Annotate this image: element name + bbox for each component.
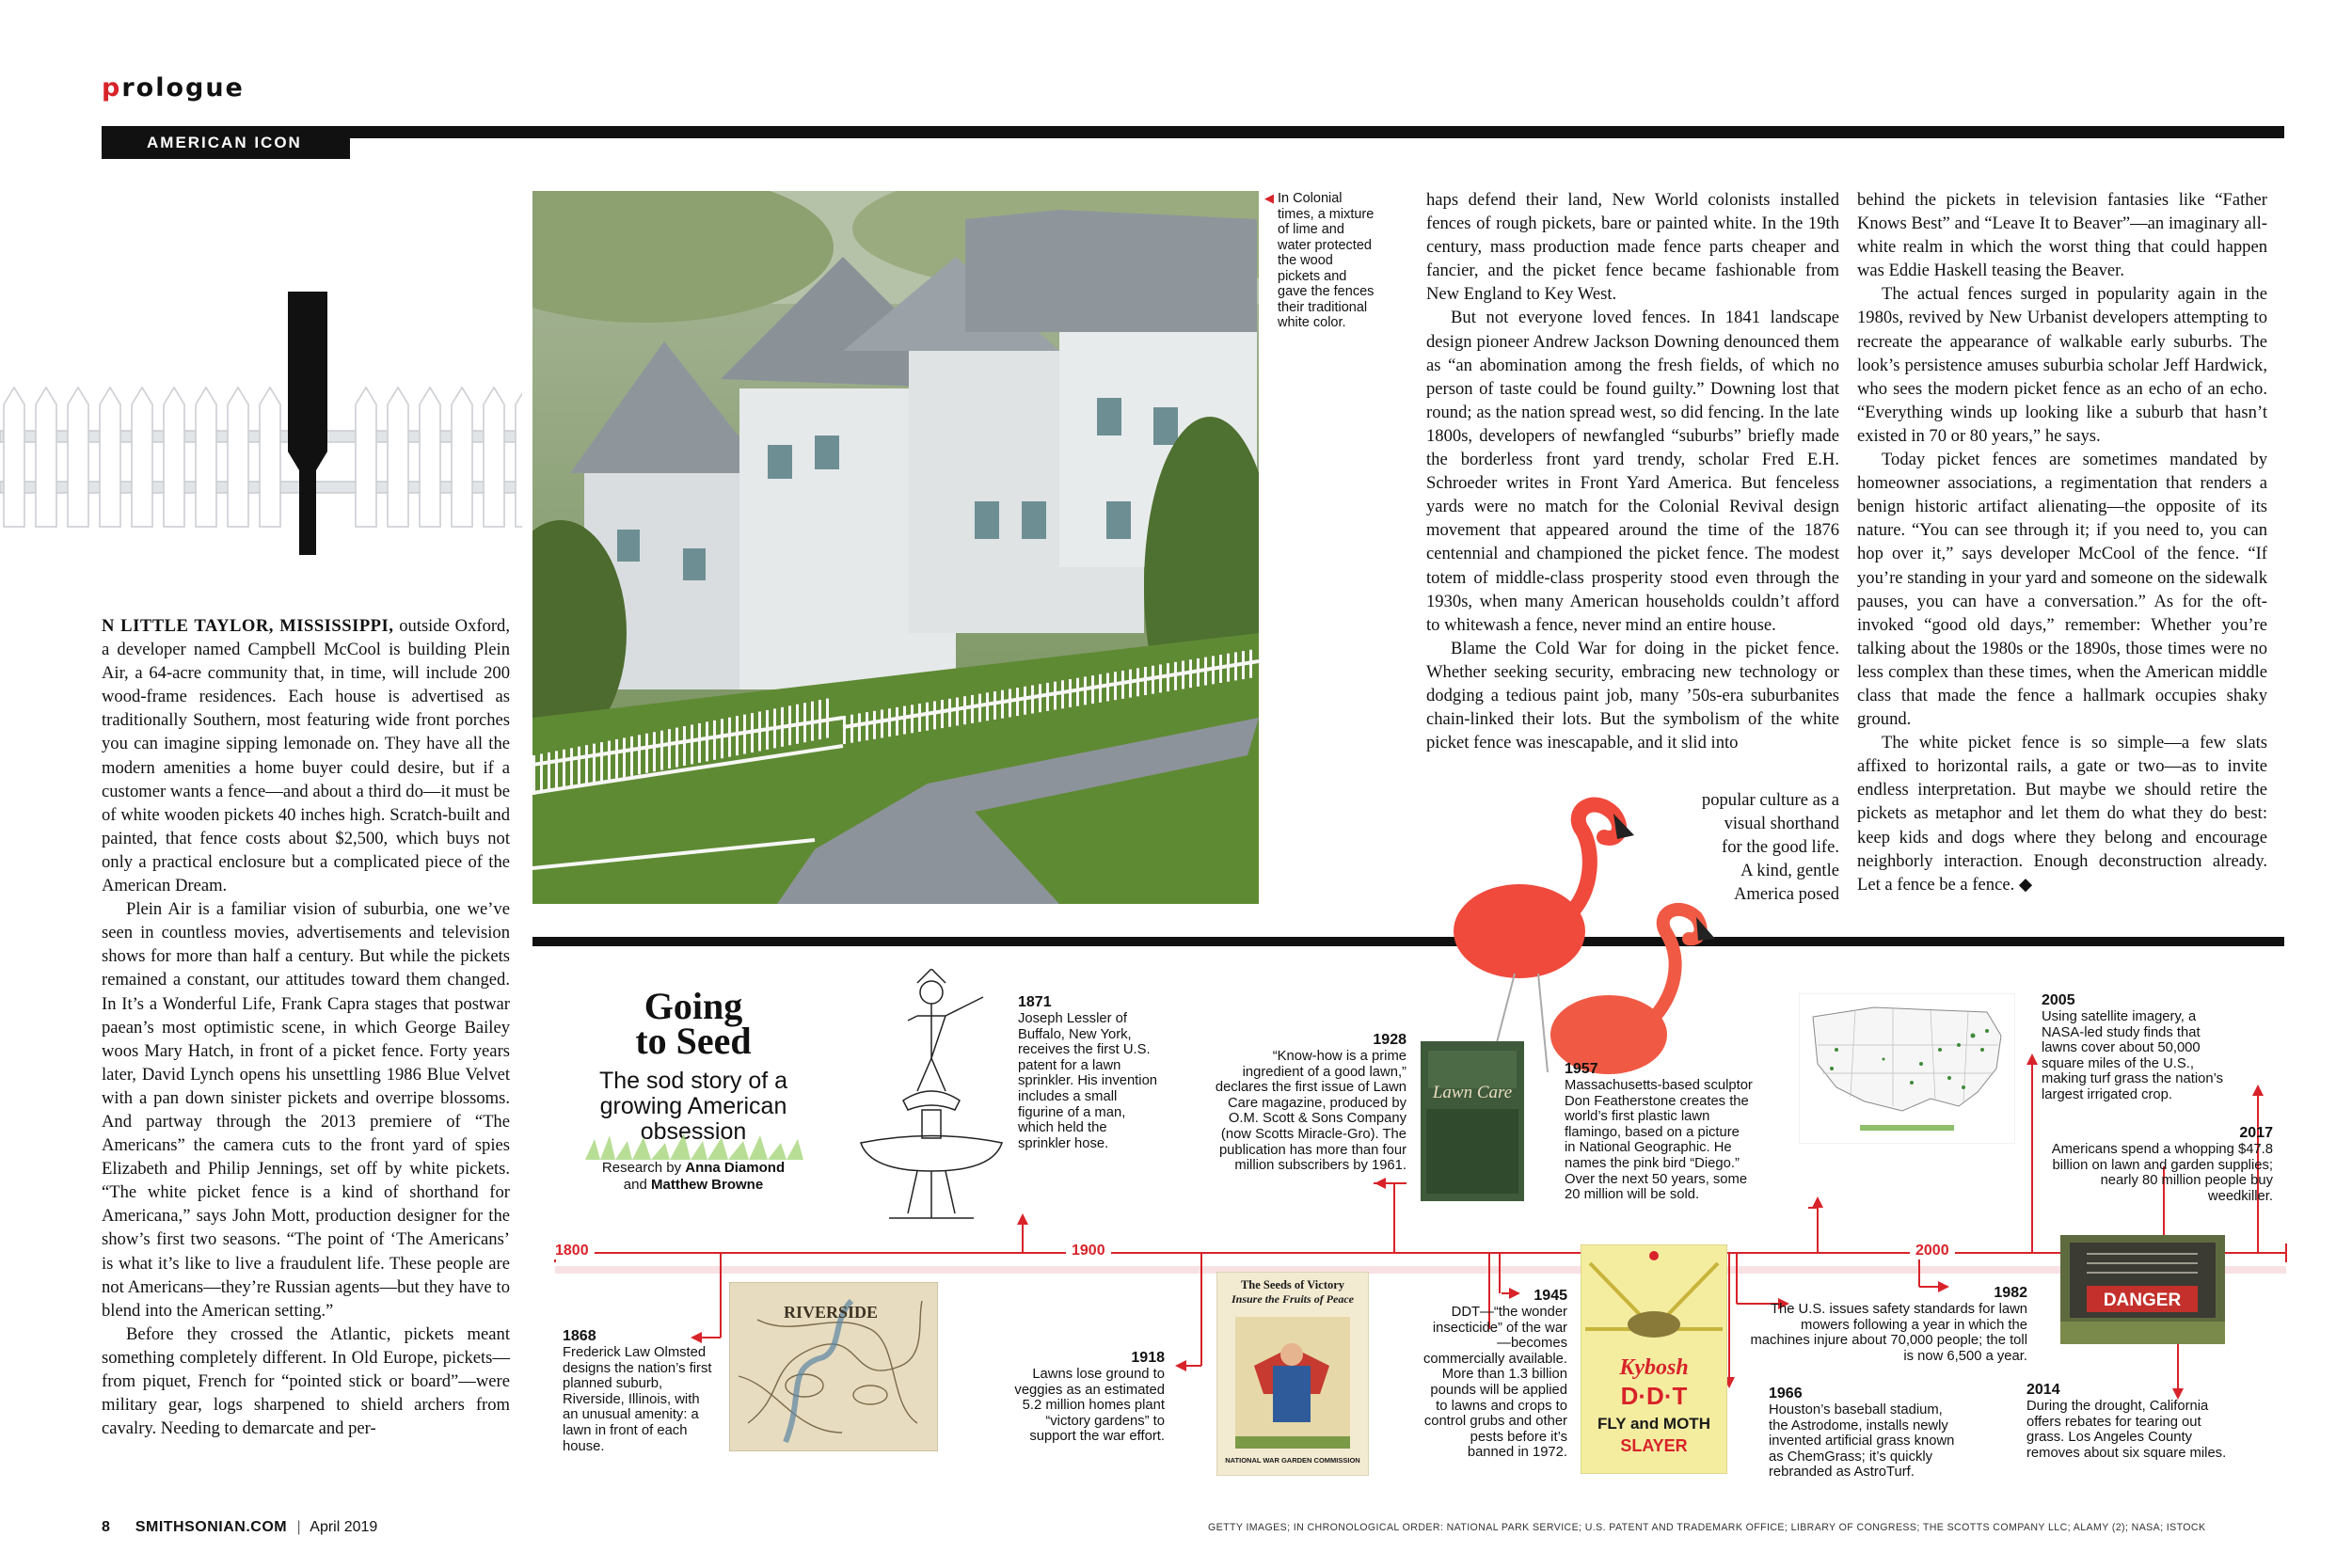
event-2005: [2042, 992, 2226, 1103]
fence-picket: [484, 388, 504, 527]
photo-fence-picket: [766, 710, 769, 750]
photo-fence-picket: [1144, 667, 1147, 695]
photo-fence-picket: [1099, 674, 1102, 703]
event-1957: [1565, 1061, 1753, 1203]
photo-fence-picket: [1242, 651, 1245, 679]
poster-title-line-2: Insure the Fruits of Peace: [1231, 1292, 1355, 1306]
photo-fence-picket: [971, 695, 974, 723]
event-text: The U.S. issues safety standards for lawn mowers following a year in which the machines injure about 70,000 people; the toll is now 6,500 a year.: [1750, 1302, 2027, 1364]
photo-caption-text: In Colonial times, a mixture of lime and water protected the wood pickets and gave the fences their traditional white color.: [1278, 191, 1375, 330]
photo-fence-picket: [728, 718, 731, 757]
lawn-care-magazine-image: [1421, 1041, 1524, 1201]
photo-fence-picket: [751, 713, 754, 752]
photo-fence-picket: [911, 705, 914, 733]
photo-fence-picket: [743, 715, 746, 754]
photo-fence-picket: [941, 700, 944, 728]
section-name: [102, 73, 245, 103]
photo-fence-picket: [1009, 689, 1011, 717]
footer-separator: |: [296, 1519, 301, 1535]
photo-fence-picket: [675, 728, 678, 768]
photo-fence-picket: [903, 706, 906, 735]
paragraph: behind the pickets in television fantasies like “Father Knows Best” and “Leave It to Beaver”—an imaginary all-white realm in which the worst thing that could happen was Eddie Haskell teasing the Beaver.: [1857, 190, 2267, 281]
paragraph: Blame the Cold War for doing in the picket fence. Whether seeking security, embracing new technology or dodging a tedious paint job, many ’50s-era suburbanites chain-linked their lots. But the symbolism of the white picket fence was inescapable, and it slid into: [1426, 638, 1839, 753]
event-year: 1982: [1994, 1285, 2027, 1301]
photo-fence-picket: [1197, 658, 1200, 687]
photo-fence-picket: [638, 735, 641, 774]
credit-conjunction: and: [623, 1177, 651, 1193]
fence-picket: [100, 388, 120, 527]
photo-fence-picket: [993, 691, 996, 720]
fence-picket: [228, 388, 248, 527]
photo-fence-picket: [1227, 654, 1230, 682]
timeline-title-line-1: Going: [644, 985, 743, 1027]
photo-fence-picket: [1069, 679, 1072, 707]
riverside-plan-image: [729, 1282, 938, 1451]
fence-picket: [4, 388, 24, 527]
ddt-brand: Kybosh: [1619, 1355, 1689, 1380]
photo-fence-picket: [1212, 656, 1215, 684]
event-year: 2017: [2239, 1125, 2273, 1141]
event-text: DDT—“the wonder insecticide” of the war—becomes commercially available. More than 1.3 billion pounds will be applied to lawns and crops to control grubs and other pests before it’s banned in 1972.: [1423, 1305, 1567, 1461]
photo-fence-picket: [570, 748, 573, 787]
photo-fence-picket: [645, 734, 648, 773]
photo-fence-picket: [1249, 650, 1252, 678]
article-column-1: [102, 614, 510, 1440]
photo-fence-picket: [1031, 686, 1034, 714]
photo-caption: [1264, 191, 1377, 331]
lawn-care-title: Lawn Care: [1432, 1083, 1513, 1102]
fence-picket: [68, 388, 88, 527]
photo-fence-picket: [1189, 659, 1192, 688]
photo-fence-picket: [1182, 661, 1184, 689]
fence-picket: [356, 388, 376, 527]
timeline-title-line-2: to Seed: [635, 1020, 752, 1062]
paragraph: Today picket fences are sometimes mandated by homeowner associations, a regimentation that renders a benign historic artifact alienating—the opposite of its nature. “You can see through it; if you need to, you can hop over it,” says developer McCool of the fence. “If you’re standing in your yard and someone on the sidewalk pauses, you can have a conversation.” As for the oft-invoked “good old days,” remember: Whether you’re talking about the 1980s or the 1890s, those times were no less complex than these times, when the American middle class that made the fence a hallmark occupies shaky ground.: [1857, 450, 2267, 730]
paragraph: The white picket fence is so simple—a few slats affixed to horizontal rails, a gate or two—as to invite endless interpretation. But maybe we should retire the pickets as metaphor and let them do what they do best: keep kids and dogs where they belong and encourage neighborly interaction. Enough deconstruction already. Let a fence be a fence. ◆: [1857, 733, 2267, 895]
photo-fence-picket: [1084, 676, 1087, 705]
wrap-line: America posed: [1733, 884, 1839, 905]
caption-pointer-icon: ◀: [1264, 191, 1274, 205]
photo-fence-picket: [826, 699, 829, 738]
event-year: 1966: [1769, 1386, 1803, 1402]
photo-fence-picket: [593, 744, 596, 784]
fence-picket: [260, 388, 280, 527]
photo-fence-picket: [653, 732, 656, 771]
event-year: 1928: [1373, 1032, 1406, 1048]
photo-fence-picket: [888, 708, 891, 736]
photo-fence-picket: [1167, 663, 1169, 691]
photo-fence-picket: [555, 751, 558, 790]
photo-credits: GETTY IMAGES; IN CHRONOLOGICAL ORDER: NATIONAL PARK SERVICE; U.S. PATENT AND TRADEMARK OFFICE; LIBRARY OF CONGRESS; THE SCOTTS COMPANY LLC; ALAMY (2); NASA; ISTOCK: [1208, 1522, 2206, 1533]
fence-picket: [164, 388, 184, 527]
event-1918: [1005, 1350, 1165, 1445]
victory-garden-poster-image: [1216, 1272, 1369, 1476]
photo-fence-picket: [866, 712, 868, 740]
fence-picket: [388, 388, 408, 527]
paragraph: outside Oxford, a developer named Campbell McCool is building Plein Air, a 64-acre community that, in time, will include 200 wood-frame residences. Each house is advertised as traditionally Southern, most featuring wide front porches you can imagine sipping lemonade on. They have all the modern amenities a home buyer could desire, but if a customer wants a fence—and about a third do—it must be of white wooden pickets 40 inches high. Scratch-built and painted, that fence costs about $2,500, which buys not only a practical enclosure but a complicated piece of the American Dream.: [102, 616, 511, 896]
photo-fence-picket: [1039, 684, 1041, 712]
photo-fence-picket: [608, 741, 611, 781]
photo-fence-picket: [978, 694, 981, 722]
event-1871: [1018, 994, 1159, 1151]
photo-fence-picket: [615, 739, 618, 779]
paragraph: haps defend their land, New World colonists installed fences of rough pickets, bare or painted white. In the 19th century, mass production made fence parts cheaper and fancier, and the picket fence became fashionable from New England to Key West.: [1426, 190, 1839, 305]
picket-fence-illustration: [0, 282, 522, 564]
houses-photo: [532, 191, 1259, 904]
paragraph: Before they crossed the Atlantic, pickets meant something completely different. In Old Europe, pickets—from piquet, French for “pointed stick or board”—were military gear, logs sharpened to shield archers from cavalry. Needing to demarcate and per-: [102, 1323, 510, 1439]
event-year: 2014: [2026, 1382, 2060, 1398]
photo-fence-picket: [532, 755, 535, 795]
wrap-line: for the good life.: [1722, 837, 1839, 858]
credit-name: Anna Diamond: [685, 1160, 786, 1176]
fence-picket: [420, 388, 440, 527]
event-text: During the drought, California offers rebates for tearing out grass. Los Angeles County removes about six square miles.: [2026, 1399, 2227, 1461]
event-1966: [1769, 1386, 1957, 1481]
photo-fence-picket: [896, 707, 898, 736]
event-text: “Know-how is a prime ingredient of a good lawn,” declares the first issue of Lawn Care magazine, produced by O.M. Scott & Sons Company (now Scotts Miracle-Gro). The publication has more than four million subscribers by 1961.: [1215, 1049, 1406, 1174]
us-lawn-map-image: [1799, 993, 2015, 1144]
event-year: 1918: [1131, 1350, 1165, 1366]
photo-fence-picket: [956, 698, 959, 726]
photo-fence-picket: [698, 723, 701, 763]
photo-fence-picket: [630, 736, 633, 776]
photo-fence-picket: [873, 711, 876, 739]
photo-fence-picket: [683, 726, 686, 766]
axis-label-2000: 2000: [1910, 1243, 1955, 1259]
fence-picket: [516, 388, 522, 527]
photo-fence-picket: [788, 705, 791, 745]
fence-picket: [196, 388, 216, 527]
photo-fence-picket: [1114, 672, 1117, 700]
photo-fence-picket: [1016, 688, 1019, 716]
riverside-title: RIVERSIDE: [784, 1303, 879, 1322]
axis-label-1800: 1800: [549, 1243, 595, 1259]
paragraph: But not everyone loved fences. In 1841 landscape design pioneer Andrew Jackson Downing denounced them as “an abomination among the fresh fields, of which no person of taste could be found guilty.” Downing lost that round; as the nation spread west, so did fencing. In the late 1800s, developers of newfangled “suburbs” briefly made the borderless front yard trendy, scholar Fred E.H. Schroeder writes in Front Yard America. But fenceless yards were no match for the Colonial Revival design movement that appeared around the time of the 1876 centennial and championed the picket fence. The modest totem of middle-class prosperity stood even through the 1930s, when many American households couldn’t afford to whitewash a fence, never mind an entire house.: [1426, 308, 1839, 635]
photo-fence-picket: [843, 716, 846, 744]
photo-fence-picket: [818, 700, 821, 739]
photo-fence-picket: [600, 742, 603, 782]
photo-fence-picket: [1121, 671, 1124, 699]
timeline-top-rule: [532, 937, 2284, 946]
issue-date: April 2019: [310, 1519, 378, 1535]
wrap-line: visual shorthand: [1724, 814, 1839, 834]
photo-fence-picket: [803, 703, 806, 742]
photo-fence-picket: [781, 707, 784, 747]
photo-fence-picket: [933, 701, 936, 729]
photo-fence-picket: [1129, 670, 1132, 698]
photo-fence-picket: [986, 692, 989, 721]
credit-name: Matthew Browne: [651, 1177, 764, 1193]
paragraph: Plein Air is a familiar vision of suburbia, one we’ve seen in countless movies, advertisements and television shows for more than half a century. But while the pickets remained a constant, our attitudes toward them changed. In It’s a Wonderful Life, Frank Capra stages that postwar paean’s most optimistic scene, in which George Bailey woos Mary Hatch, in front of a picket fence. Forty years later, David Lynch opens his unsettling 1986 Blue Velvet with a pan down sinister pickets and overripe blossoms. And partway through the 2013 premiere of “The Americans” the camera cuts to the front yard of spies Elizabeth and Philip Jennings, set off by white pickets. “The white picket fence is a kind of shorthand for Americana,” says John Mott, production designer for the show’s first two seasons. “The point of ‘The Americans’ is what it’s like to live a fraudulent life. These people are not Americans—they’re Russian agents—but they have to blend into the American setting.”: [102, 899, 510, 1321]
photo-fence-picket: [918, 704, 921, 732]
photo-fence-picket: [963, 696, 966, 724]
sprinkler-patent-drawing: [851, 969, 1011, 1223]
photo-fence-picket: [623, 737, 626, 777]
event-text: Using satellite imagery, a NASA-led study finds that lawns cover about 50,000 square miles of the U.S., making turf grass the nation’s largest irrigated crop.: [2042, 1009, 2224, 1102]
photo-fence-picket: [1174, 662, 1177, 690]
event-text: Massachusetts-based sculptor Don Featherstone creates the world’s first plastic lawn flamingo, based on a picture in National Geographic. He names the pink bird “Diego.” Over the next 50 years, some 20 million will be sold.: [1565, 1078, 1753, 1203]
event-year: 2005: [2042, 992, 2075, 1008]
ddt-line-1: D·D·T: [1620, 1382, 1688, 1410]
fence-picket: [452, 388, 472, 527]
event-1945: [1422, 1288, 1567, 1461]
photo-fence-picket: [736, 716, 739, 755]
danger-sign-text: DANGER: [2103, 1291, 2182, 1310]
wrap-line: A kind, gentle: [1740, 861, 1839, 881]
photo-fence-picket: [1061, 680, 1064, 708]
timeline-subtitle: The sod story of a growing American obsession: [598, 1068, 788, 1145]
photo-fence-picket: [1136, 668, 1139, 696]
lead-in: N LITTLE TAYLOR, MISSISSIPPI,: [102, 616, 394, 636]
photo-fence-picket: [1024, 687, 1026, 715]
photo-fence-picket: [578, 747, 580, 786]
danger-sign-photo: [2060, 1235, 2225, 1344]
photo-fence-picket: [1054, 682, 1057, 710]
photo-fence-picket: [540, 753, 543, 793]
photo-fence-picket: [1001, 690, 1004, 719]
photo-fence-picket: [948, 699, 951, 727]
photo-fence-picket: [721, 719, 723, 758]
event-year: 1945: [1534, 1288, 1567, 1304]
photo-fence-picket: [850, 715, 853, 743]
credit-prefix: Research by: [601, 1160, 686, 1176]
article-column-3: [1426, 188, 1839, 754]
photo-fence-picket: [1219, 655, 1222, 683]
photo-fence-picket: [548, 752, 550, 792]
photo-fence-picket: [1091, 675, 1094, 704]
article-column-4: [1857, 188, 2267, 896]
site-name: SMITHSONIAN.COM: [135, 1519, 288, 1535]
photo-fence-picket: [668, 729, 671, 768]
drop-cap-picket-icon: [288, 292, 327, 555]
photo-fence-picket: [563, 750, 565, 789]
photo-fence-picket: [1159, 664, 1162, 692]
photo-fence-picket: [1152, 666, 1154, 694]
poster-title-line-1: The Seeds of Victory: [1240, 1278, 1345, 1291]
photo-fence-picket: [758, 712, 761, 752]
ddt-line-2: FLY and MOTH: [1597, 1415, 1710, 1433]
photo-fence-picket: [1106, 673, 1109, 702]
event-text: Americans spend a whopping $47.8 billion on lawn and garden supplies; nearly 80 million people buy weedkiller.: [2051, 1142, 2273, 1204]
event-1982: [1745, 1285, 2027, 1364]
photo-fence-picket: [660, 731, 663, 770]
page-number: 8: [102, 1519, 110, 1535]
photo-fence-picket: [881, 710, 883, 738]
department-tab: AMERICAN ICON: [102, 126, 350, 159]
event-text: Lawns lose ground to veggies as an estimated 5.2 million homes plant “victory gardens” to support the war effort.: [1014, 1367, 1165, 1445]
paragraph: The actual fences surged in popularity again in the 1980s, revived by New Urbanist developers attempting to recreate the appearance of walkable early suburbs. The look’s persistence amuses suburbia scholar Jeff Hardwick, who sees the modern picket fence as an echo of an echo. “Everything winds up looking like a suburb that hasn’t existed in 70 or 80 years,” he says.: [1857, 284, 2267, 446]
photo-fence-picket: [1234, 652, 1237, 680]
photo-fence-picket: [796, 705, 799, 744]
event-2014: [2026, 1382, 2230, 1461]
wrap-line: popular culture as a: [1701, 790, 1839, 810]
photo-fence-picket: [706, 721, 708, 761]
photo-fence-picket: [773, 708, 776, 748]
top-rule: [102, 126, 2284, 138]
fence-picket: [36, 388, 56, 527]
event-year: 1871: [1018, 994, 1052, 1010]
event-1868: [563, 1328, 713, 1454]
event-text: Houston’s baseball stadium, the Astrodome, installs newly invented artificial grass known as ChemGrass; it’s quickly rebranded as AstroTurf.: [1769, 1402, 1955, 1481]
fence-picket: [132, 388, 152, 527]
event-1928: [1209, 1032, 1406, 1174]
ddt-line-3: SLAYER: [1620, 1436, 1688, 1455]
photo-fence-picket: [858, 713, 861, 741]
photo-fence-picket: [713, 721, 716, 760]
event-year: 1957: [1565, 1061, 1598, 1077]
photo-fence-picket: [1076, 678, 1079, 706]
photo-fence-picket: [1204, 657, 1207, 686]
photo-fence-picket: [1046, 683, 1049, 711]
photo-fence-picket: [926, 703, 929, 731]
section-name-rest: rologue: [121, 73, 245, 103]
event-text: Joseph Lessler of Buffalo, New York, receives the first U.S. patent for a lawn sprinkler. His invention includes a small figurine of a man, which held the sprinkler hose.: [1018, 1011, 1158, 1151]
ddt-label-image: [1581, 1244, 1727, 1474]
photo-fence-picket: [691, 724, 693, 764]
event-year: 1868: [563, 1328, 596, 1344]
photo-fence-picket: [585, 745, 588, 784]
section-name-first-letter: p: [102, 73, 122, 103]
event-text: Frederick Law Olmsted designs the nation’s first planned suburb, Riverside, Illinois, with an unusual amenity: a lawn in front of each house.: [563, 1345, 712, 1454]
event-2017: [2032, 1125, 2273, 1204]
photo-fence-picket: [811, 702, 814, 741]
poster-footer: NATIONAL WAR GARDEN COMMISSION: [1225, 1456, 1360, 1465]
page-footer: [102, 1519, 377, 1536]
axis-label-1900: 1900: [1066, 1243, 1111, 1259]
